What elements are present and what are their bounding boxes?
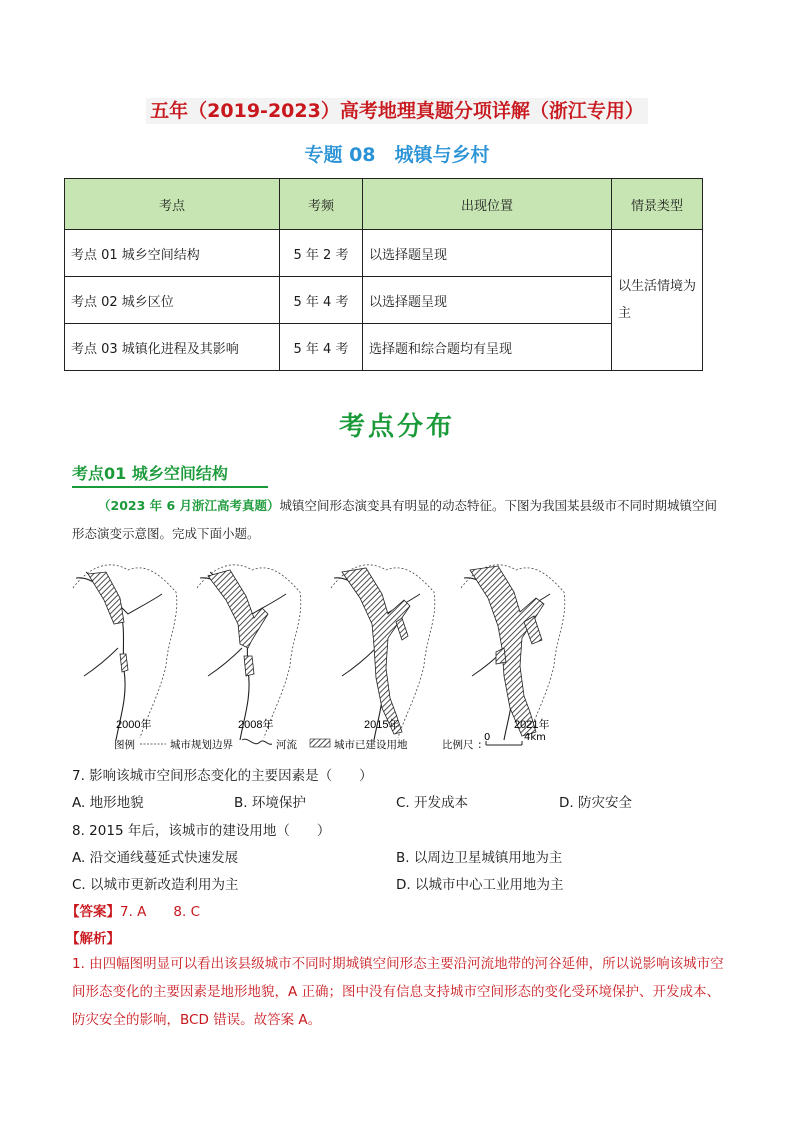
river-legend-symbol <box>242 739 272 744</box>
map-2000 <box>73 565 177 740</box>
answer-label: 【答案】 <box>66 904 120 920</box>
document-title: 五年（2019-2023）高考地理真题分项详解（浙江专用） <box>0 96 794 123</box>
analysis-text: 1. 由四幅图明显可以看出该县级城市不同时期城镇空间形态主要沿河流地带的河谷延伸，所以说影响该城市空间形态变化的主要因素是地形地貌，A 正确；图中没有信息支持城市空间形态的变化受环境保护、开发成本、防灾安全的影响，BCD 错误。故答案 A。 <box>72 956 724 1028</box>
legend-boundary-label: 城市规划边界 <box>170 739 233 751</box>
q8-option-c[interactable]: C. 以城市更新改造利用为主 <box>72 877 239 893</box>
q8-option-d[interactable]: D. 以城市中心工业用地为主 <box>396 877 564 893</box>
scenario-cell: 以生活情境为主 <box>612 230 703 371</box>
city-form-evolution-figure <box>64 548 584 753</box>
intro-text: 城镇空间形态演变具有明显的动态特征。下图为我国某县级市不同时期城镇空间形态演变示意图。完成下面小题。 <box>72 498 718 541</box>
frequency-cell: 5 年 4 考 <box>280 277 363 324</box>
built-area-legend-symbol <box>310 739 330 747</box>
year-label-2008: 2008年 <box>238 719 274 731</box>
map-2008 <box>197 565 301 740</box>
question-source: （2023 年 6 月浙江高考真题） <box>98 498 280 513</box>
q7-option-a[interactable]: A. 地形地貌 <box>72 795 144 811</box>
topic-subtitle: 专题 08 城镇与乡村 <box>304 144 490 166</box>
year-label-2000: 2000年 <box>116 719 152 731</box>
table-row <box>65 277 703 324</box>
scale-end: 4km <box>524 732 546 743</box>
position-cell: 选择题和综合题均有呈现 <box>363 324 612 371</box>
year-label-2021: 2021年 <box>514 719 550 731</box>
topic-cell: 考点 03 城镇化进程及其影响 <box>65 324 280 371</box>
legend-title: 图例 <box>114 739 135 751</box>
q7-option-b[interactable]: B. 环境保护 <box>234 795 306 811</box>
answer-line <box>66 900 200 920</box>
header-scenario: 情景类型 <box>612 179 703 230</box>
position-cell: 以选择题呈现 <box>363 230 612 277</box>
map-2015 <box>331 565 435 740</box>
frequency-cell: 5 年 4 考 <box>280 324 363 371</box>
header-position: 出现位置 <box>363 179 612 230</box>
section-heading: 考点分布 <box>338 412 455 442</box>
question-8-stem: 8. 2015 年后，该城市的建设用地（ ） <box>72 823 331 839</box>
legend-river-label: 河流 <box>276 739 297 751</box>
heading-underline <box>72 486 268 488</box>
exam-point-heading: 考点01 城乡空间结构 <box>72 464 228 483</box>
header-topic: 考点 <box>65 179 280 230</box>
exam-point-table <box>64 178 703 371</box>
svg-text::: : <box>478 739 482 751</box>
question-intro <box>72 492 722 548</box>
answer-value: 7. A 8. C <box>120 904 201 920</box>
q7-option-d[interactable]: D. 防灾安全 <box>559 795 632 811</box>
q8-option-a[interactable]: A. 沿交通线蔓延式快速发展 <box>72 850 239 866</box>
legend-built-label: 城市已建设用地 <box>334 739 408 751</box>
table-row <box>65 324 703 371</box>
scale-label: 比例尺 <box>442 739 474 751</box>
analysis-label: 【解析】 <box>66 931 120 947</box>
topic-cell: 考点 02 城乡区位 <box>65 277 280 324</box>
question-7-stem: 7. 影响该城市空间形态变化的主要因素是（ ） <box>72 768 373 784</box>
frequency-cell: 5 年 2 考 <box>280 230 363 277</box>
table-header-row <box>65 179 703 230</box>
map-2021 <box>461 565 565 740</box>
position-cell: 以选择题呈现 <box>363 277 612 324</box>
scale-zero: 0 <box>484 732 491 743</box>
topic-cell: 考点 01 城乡空间结构 <box>65 230 280 277</box>
year-label-2015: 2015年 <box>364 719 400 731</box>
analysis-heading <box>66 927 120 947</box>
q8-option-b[interactable]: B. 以周边卫星城镇用地为主 <box>396 850 563 866</box>
table-row <box>65 230 703 277</box>
header-frequency: 考频 <box>280 179 363 230</box>
q7-option-c[interactable]: C. 开发成本 <box>396 795 469 811</box>
map-legend <box>114 732 546 751</box>
